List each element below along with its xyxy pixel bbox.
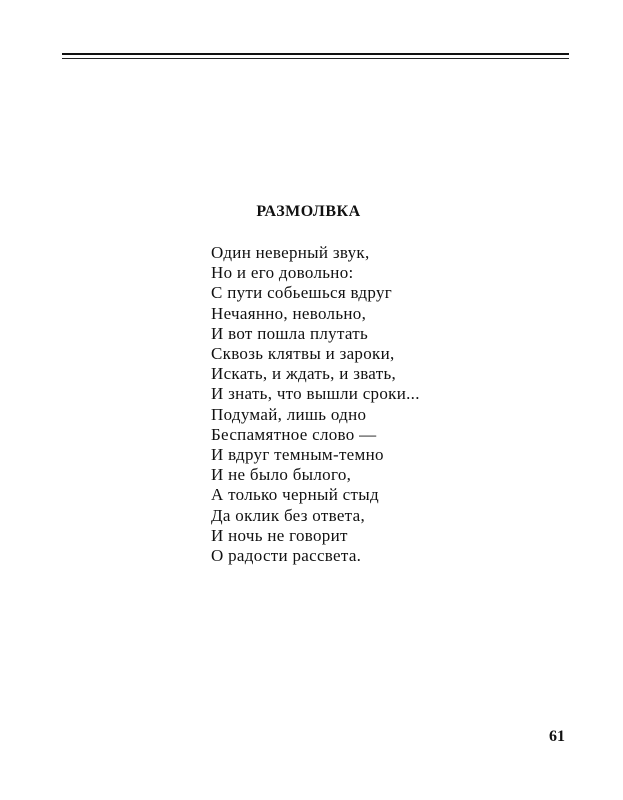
poem-title: РАЗМОЛВКА: [256, 203, 361, 220]
poem-line: Да оклик без ответа,: [211, 505, 365, 525]
poem-line: И вот пошла плутать: [211, 323, 369, 343]
header-rule-thick: [62, 53, 569, 55]
poem-line: Но и его довольно:: [211, 263, 354, 283]
poem-line: И не было былого,: [211, 465, 352, 485]
poem-body: [211, 243, 420, 566]
poem-line: Нечаянно, невольно,: [211, 303, 367, 323]
poem-line: Один неверный звук,: [211, 243, 370, 262]
poem-line: А только черный стыд: [211, 485, 379, 505]
poem-line: Подумай, лишь одно: [211, 404, 367, 424]
poem-line: И ночь не говорит: [211, 525, 348, 545]
poem-line: Беспамятное слово —: [211, 424, 377, 444]
poem-line: О радости рассвета.: [211, 546, 362, 566]
poem-line: Искать, и ждать, и звать,: [211, 364, 397, 384]
header-rule-thin: [62, 58, 569, 59]
page-number: 61: [549, 728, 565, 745]
poem-line: С пути собьешься вдруг: [211, 283, 393, 303]
poem-line: И знать, что вышли сроки...: [211, 384, 420, 404]
poem-line: Сквозь клятвы и зароки,: [211, 344, 395, 364]
poem-line: И вдруг темным-темно: [211, 445, 384, 465]
